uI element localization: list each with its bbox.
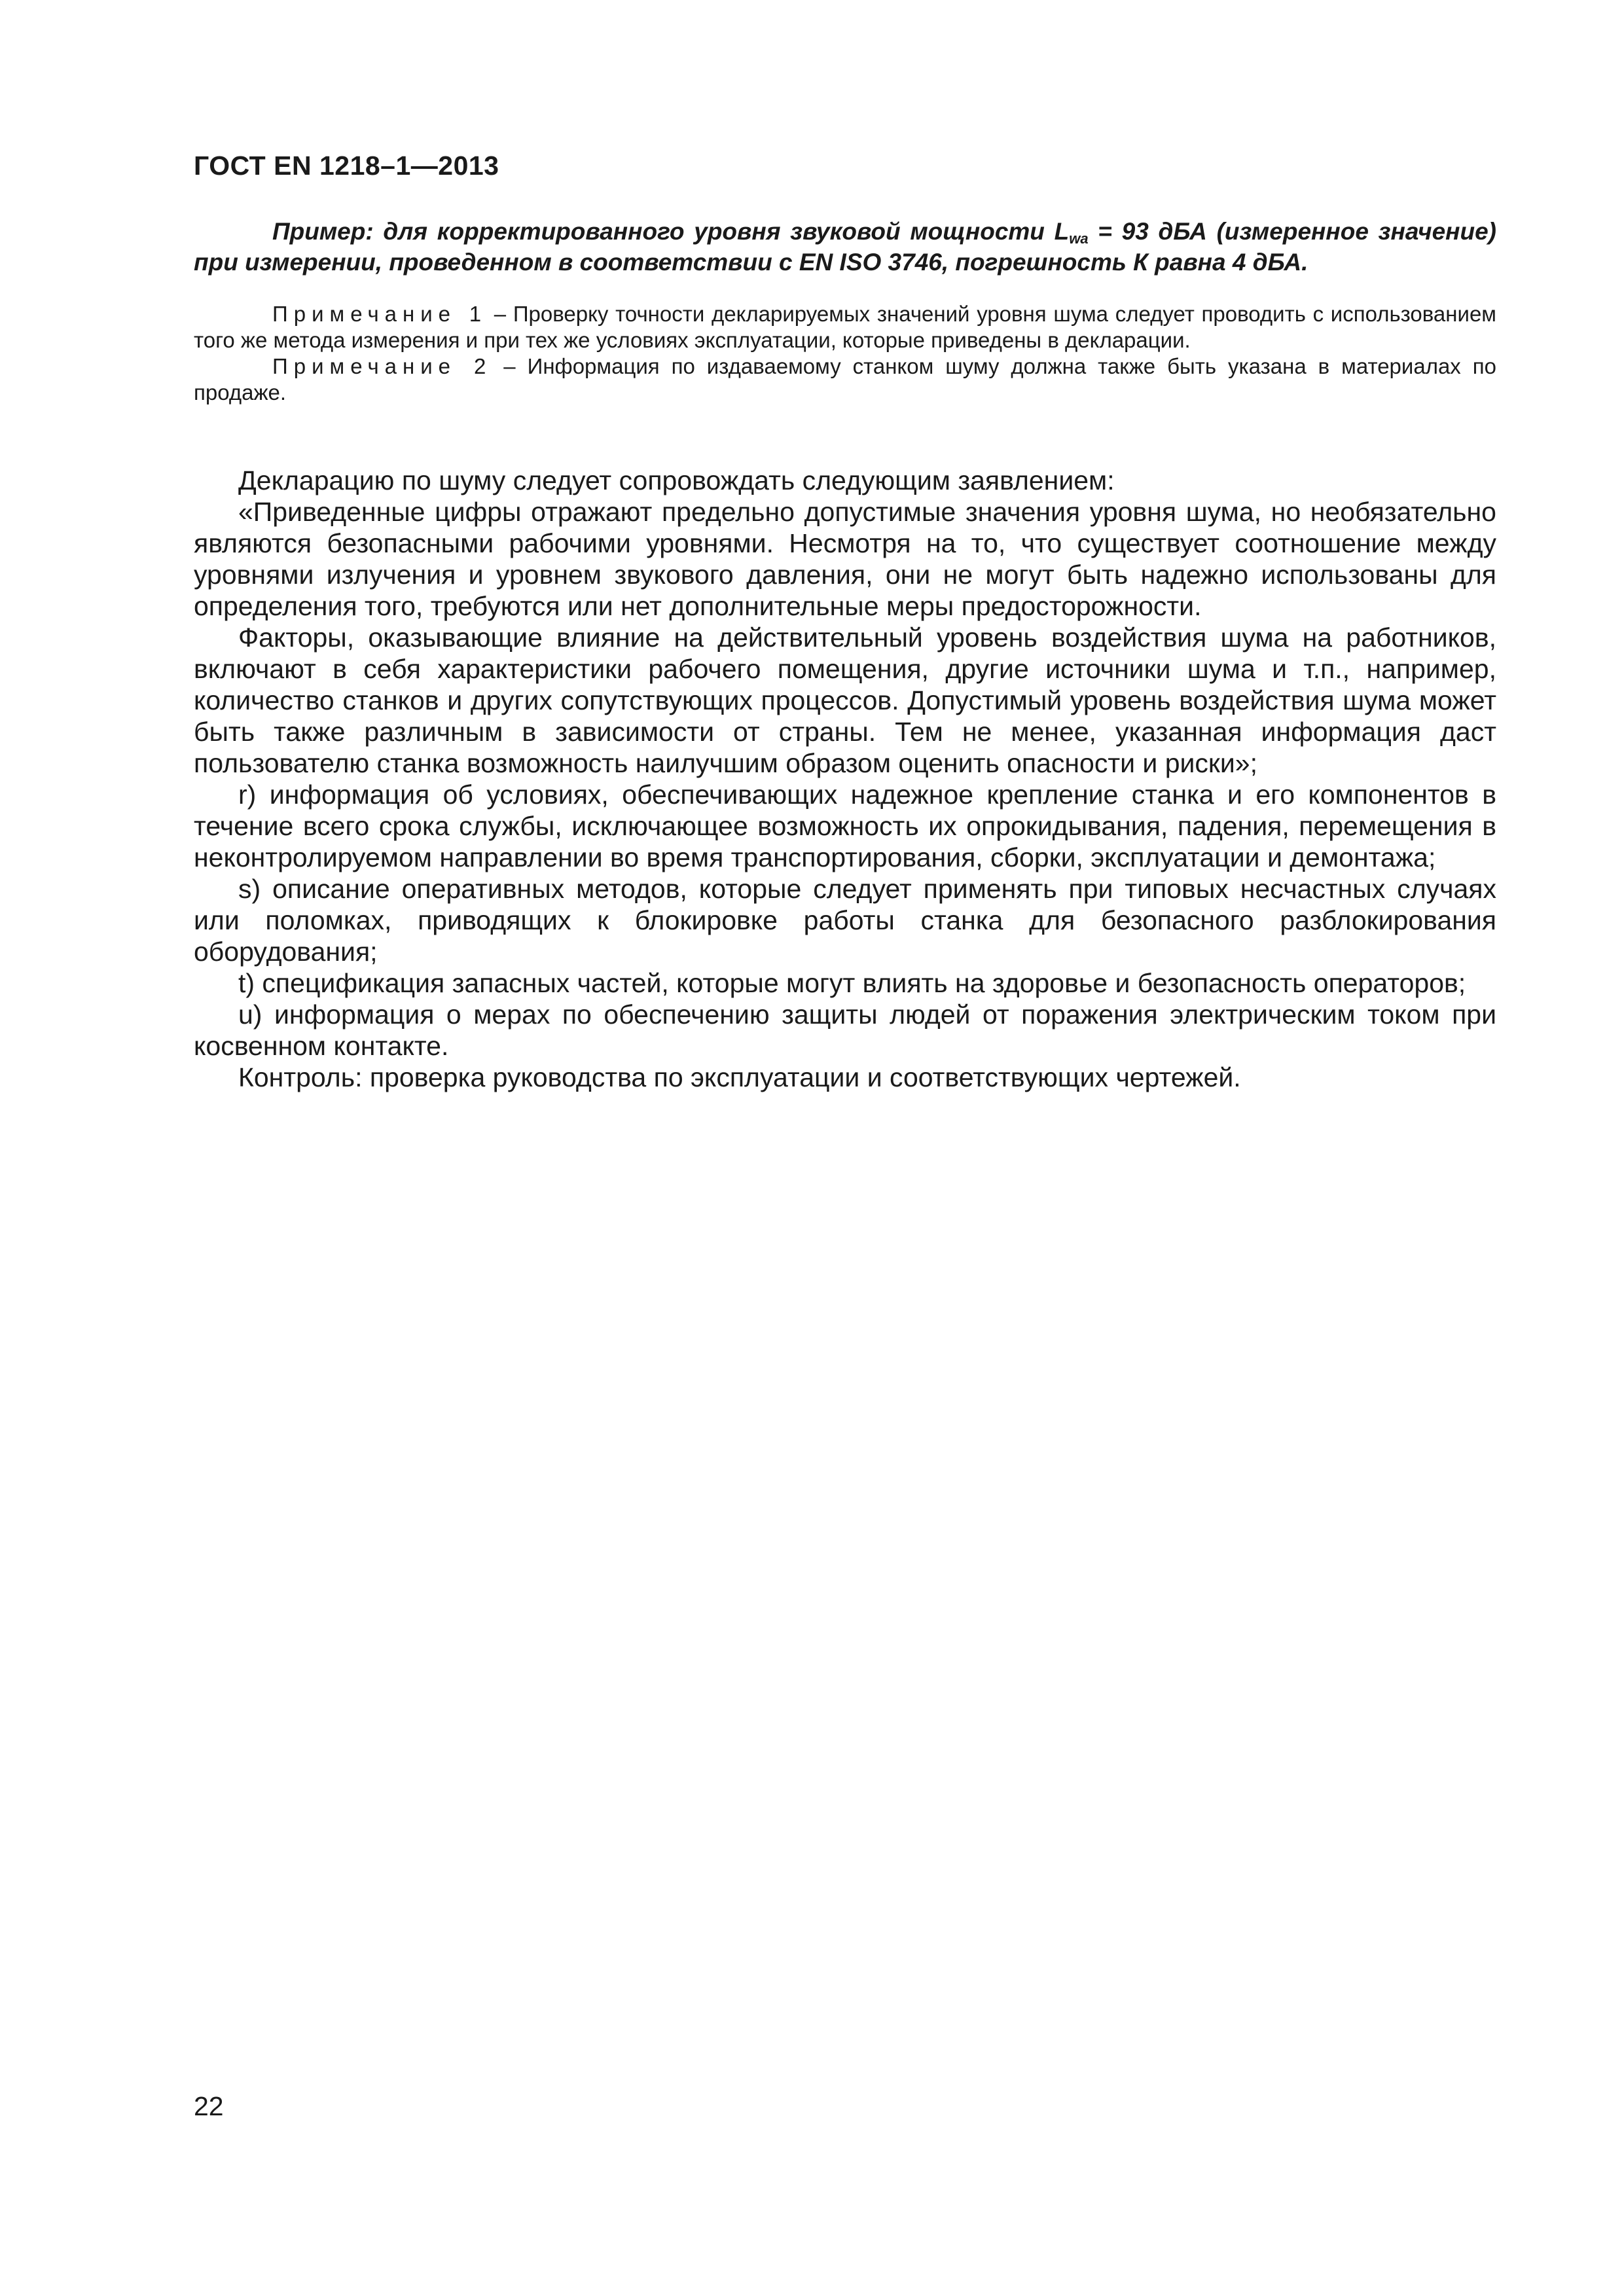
- note-2: [194, 353, 1496, 406]
- standard-header: ГОСТ EN 1218–1—2013: [194, 151, 499, 181]
- note-1-text: Проверку точности декларируемых значений уровня шума следует проводить с использованием того же метода измерения и при тех же условиях эксплуатации, которые приведены в декларации.: [194, 302, 1496, 352]
- control-paragraph: Контроль: проверка руководства по эксплуатации и соответствующих чертежей.: [238, 1062, 1241, 1092]
- note-2-label: Примечание 2: [272, 354, 492, 378]
- body-paragraph: «Приведенные цифры отражают предельно допустимые значения уровня шума, но необязательно являются безопасными рабочими уровнями. Несмотря на то, что существует соотношение между уровнями излучения и уровнем звукового давления, они не могут быть надежно использованы для определения того, требуются или нет дополнительные меры предосторожности.: [194, 497, 1496, 621]
- list-item-u: u) информация о мерах по обеспечению защиты людей от поражения электрическим током при косвенном контакте.: [194, 999, 1496, 1061]
- main-body: [194, 465, 1496, 1093]
- page-number: 22: [194, 2091, 224, 2121]
- example-text-start: Пример: для корректированного уровня звуковой мощности L: [272, 218, 1070, 245]
- example-subscript: wa: [1069, 230, 1089, 247]
- example-text-end: = 93 дБА (измеренное значение) при измерении, проведенном в соответствии с EN ISO 3746, погрешность К равна 4 дБА.: [194, 218, 1497, 276]
- note-1-dash: –: [487, 302, 513, 326]
- list-item-t: t) спецификация запасных частей, которые могут влиять на здоровье и безопасность операторов;: [238, 968, 1466, 998]
- body-paragraph: Декларацию по шуму следует сопровождать следующим заявлением:: [238, 465, 1115, 495]
- body-paragraph: Факторы, оказывающие влияние на действительный уровень воздействия шума на работников, включают в себя характеристики рабочего помещения, другие источники шума и т.п., например, количество станков и других сопутствующих процессов. Допустимый уровень воздействия шума может быть также различным в зависимости от страны. Тем не менее, указанная информация даст пользователю станка возможность наилучшим образом оценить опасности и риски»;: [194, 622, 1496, 778]
- note-2-dash: –: [492, 354, 528, 378]
- list-item-s: s) описание оперативных методов, которые следует применять при типовых несчастных случаях или поломках, приводящих к блокировке работы станка для безопасного разблокирования оборудования;: [194, 874, 1496, 967]
- example-paragraph: [194, 216, 1496, 278]
- note-2-text: Информация по издаваемому станком шуму должна также быть указана в материалах по продаже.: [194, 354, 1496, 404]
- note-1-label: Примечание 1: [272, 302, 488, 326]
- note-1: [194, 301, 1496, 353]
- notes-block: [194, 301, 1496, 406]
- list-item-r: r) информация об условиях, обеспечивающих надежное крепление станка и его компонентов в течение всего срока службы, исключающее возможность их опрокидывания, падения, перемещения в неконтролируемом направлении во время транспортирования, сборки, эксплуатации и демонтажа;: [194, 780, 1496, 872]
